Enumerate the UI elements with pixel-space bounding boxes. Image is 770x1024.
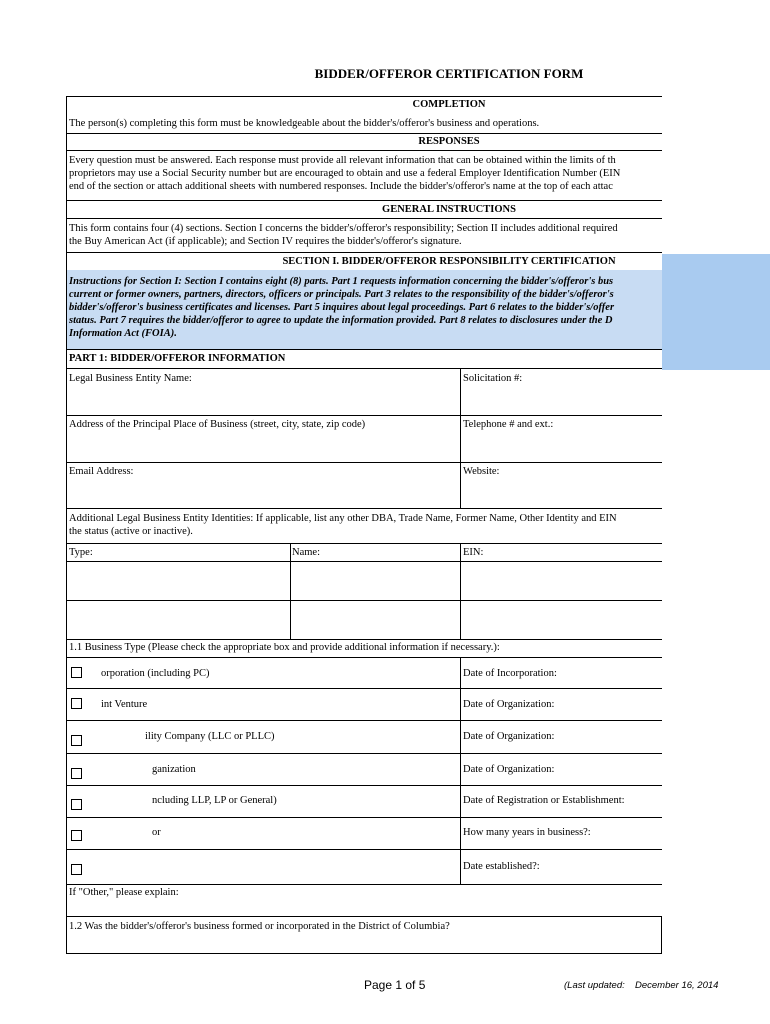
completion-heading: COMPLETION — [412, 99, 486, 110]
business-type-question: 1.1 Business Type (Please check the appropriate box and provide additional information if necessary.): — [69, 642, 500, 653]
option-sole-proprietor-label: or — [152, 827, 161, 838]
telephone-label: Telephone # and ext.: — [463, 419, 554, 430]
divider — [66, 884, 662, 885]
instructions-line-5: Information Act (FOIA). — [69, 328, 177, 339]
instructions-line-3: bidder's/offeror's business certificates and licenses. Part 5 inquires about legal proceedings. Part 6 relates to the bidder's/offer — [69, 302, 615, 313]
general-line-1: This form contains four (4) sections. Section I concerns the bidder's/offeror's responsibility; Section II includes additional required — [69, 223, 618, 234]
option-joint-venture-label: int Venture — [101, 699, 148, 710]
checkbox-corporation[interactable] — [71, 667, 82, 678]
responses-line-3: end of the section or attach additional sheets with numbered responses. Include the bidder's/offeror's name at the top of each attac — [69, 181, 613, 192]
divider — [66, 688, 662, 689]
email-field[interactable] — [67, 479, 459, 507]
form-title: BIDDER/OFFEROR CERTIFICATION FORM — [314, 66, 584, 81]
part1-heading: PART 1: BIDDER/OFFEROR INFORMATION — [69, 353, 286, 364]
divider — [66, 252, 662, 253]
divider — [66, 96, 662, 97]
divider — [66, 849, 662, 850]
checkbox-other[interactable] — [71, 864, 82, 875]
type-label: Type: — [69, 547, 93, 558]
divider — [66, 785, 662, 786]
divider — [66, 218, 662, 219]
option-llc-label: ility Company (LLC or PLLC) — [145, 731, 275, 742]
divider — [66, 543, 662, 544]
instructions-line-2: current or former owners, partners, directors, officers or principals. Part 3 relates to the responsibility of the bidder's/offeror's — [69, 289, 614, 300]
last-updated-date: December 16, 2014 — [635, 980, 719, 991]
divider — [66, 462, 662, 463]
divider — [66, 133, 662, 134]
solicitation-label: Solicitation #: — [463, 373, 523, 384]
name-field-2[interactable] — [291, 601, 459, 638]
checkbox-llc[interactable] — [71, 735, 82, 746]
responses-line-2: proprietors may use a Social Security number but are encouraged to obtain and use a federal Employer Identification Number (EIN — [69, 168, 621, 179]
date-label: Date of Organization: — [463, 731, 555, 742]
legal-name-label: Legal Business Entity Name: — [69, 373, 192, 384]
option-corporation-label: orporation (including PC) — [101, 668, 210, 679]
solicitation-field[interactable] — [461, 386, 661, 414]
divider — [66, 150, 662, 151]
ein-field-2[interactable] — [461, 601, 661, 638]
email-label: Email Address: — [69, 466, 134, 477]
instructions-line-4: status. Part 7 requires the bidder/offeror to agree to update the information provided. Part 8 relates to disclosures under the D — [69, 315, 613, 326]
ein-label: EIN: — [463, 547, 484, 558]
page-number: Page 1 of 5 — [364, 978, 426, 992]
last-updated-label: (Last updated: — [564, 980, 625, 991]
website-label: Website: — [463, 466, 500, 477]
general-heading: GENERAL INSTRUCTIONS — [382, 204, 516, 215]
name-label: Name: — [292, 547, 320, 558]
dc-question: 1.2 Was the bidder's/offeror's business formed or incorporated in the District of Columbia? — [69, 921, 450, 932]
divider — [66, 817, 662, 818]
instructions-line-1: Instructions for Section I: Section I contains eight (8) parts. Part 1 requests information concerning the bidder's/offeror's bus — [69, 276, 614, 287]
checkbox-joint-venture[interactable] — [71, 698, 82, 709]
responses-line-1: Every question must be answered. Each response must provide all relevant information that can be obtained within the limits of th — [69, 155, 616, 166]
divider — [66, 639, 662, 640]
divider — [66, 349, 662, 350]
divider — [66, 368, 662, 369]
other-explain-label: If "Other," please explain: — [69, 887, 179, 898]
checkbox-organization[interactable] — [71, 768, 82, 779]
divider — [66, 657, 662, 658]
legal-name-field[interactable] — [67, 386, 459, 414]
other-explain-field[interactable] — [67, 900, 661, 915]
additional-line-2: the status (active or inactive). — [69, 526, 193, 537]
checkbox-partnership[interactable] — [71, 799, 82, 810]
divider — [460, 657, 461, 885]
address-field[interactable] — [67, 432, 459, 461]
responses-heading: RESPONSES — [418, 136, 480, 147]
date-label: Date of Registration or Establishment: — [463, 795, 625, 806]
date-label: Date established?: — [463, 861, 540, 872]
date-label: Date of Organization: — [463, 699, 555, 710]
completion-text: The person(s) completing this form must be knowledgeable about the bidder's/offeror's business and operations. — [69, 118, 540, 129]
checkbox-sole-proprietor[interactable] — [71, 830, 82, 841]
address-label: Address of the Principal Place of Business (street, city, state, zip code) — [69, 419, 366, 430]
ein-field-1[interactable] — [461, 562, 661, 599]
divider — [66, 200, 662, 201]
divider — [66, 753, 662, 754]
date-label: How many years in business?: — [463, 827, 591, 838]
section1-heading: SECTION I. BIDDER/OFFEROR RESPONSIBILITY CERTIFICATION — [282, 256, 616, 267]
highlight-block — [662, 254, 770, 370]
divider — [66, 508, 662, 509]
additional-line-1: Additional Legal Business Entity Identities: If applicable, list any other DBA, Trade Name, Former Name, Other Identity and EIN — [69, 513, 617, 524]
website-field[interactable] — [461, 479, 661, 507]
date-label: Date of Incorporation: — [463, 668, 557, 679]
type-field-1[interactable] — [67, 562, 289, 599]
date-label: Date of Organization: — [463, 764, 555, 775]
type-field-2[interactable] — [67, 601, 289, 638]
name-field-1[interactable] — [291, 562, 459, 599]
option-partnership-label: ncluding LLP, LP or General) — [152, 795, 277, 806]
telephone-field[interactable] — [461, 432, 661, 461]
divider — [66, 415, 662, 416]
divider — [66, 720, 662, 721]
option-organization-label: ganization — [152, 764, 196, 775]
general-line-2: the Buy American Act (if applicable); and Section IV requires the bidder's/offeror's signature. — [69, 236, 462, 247]
